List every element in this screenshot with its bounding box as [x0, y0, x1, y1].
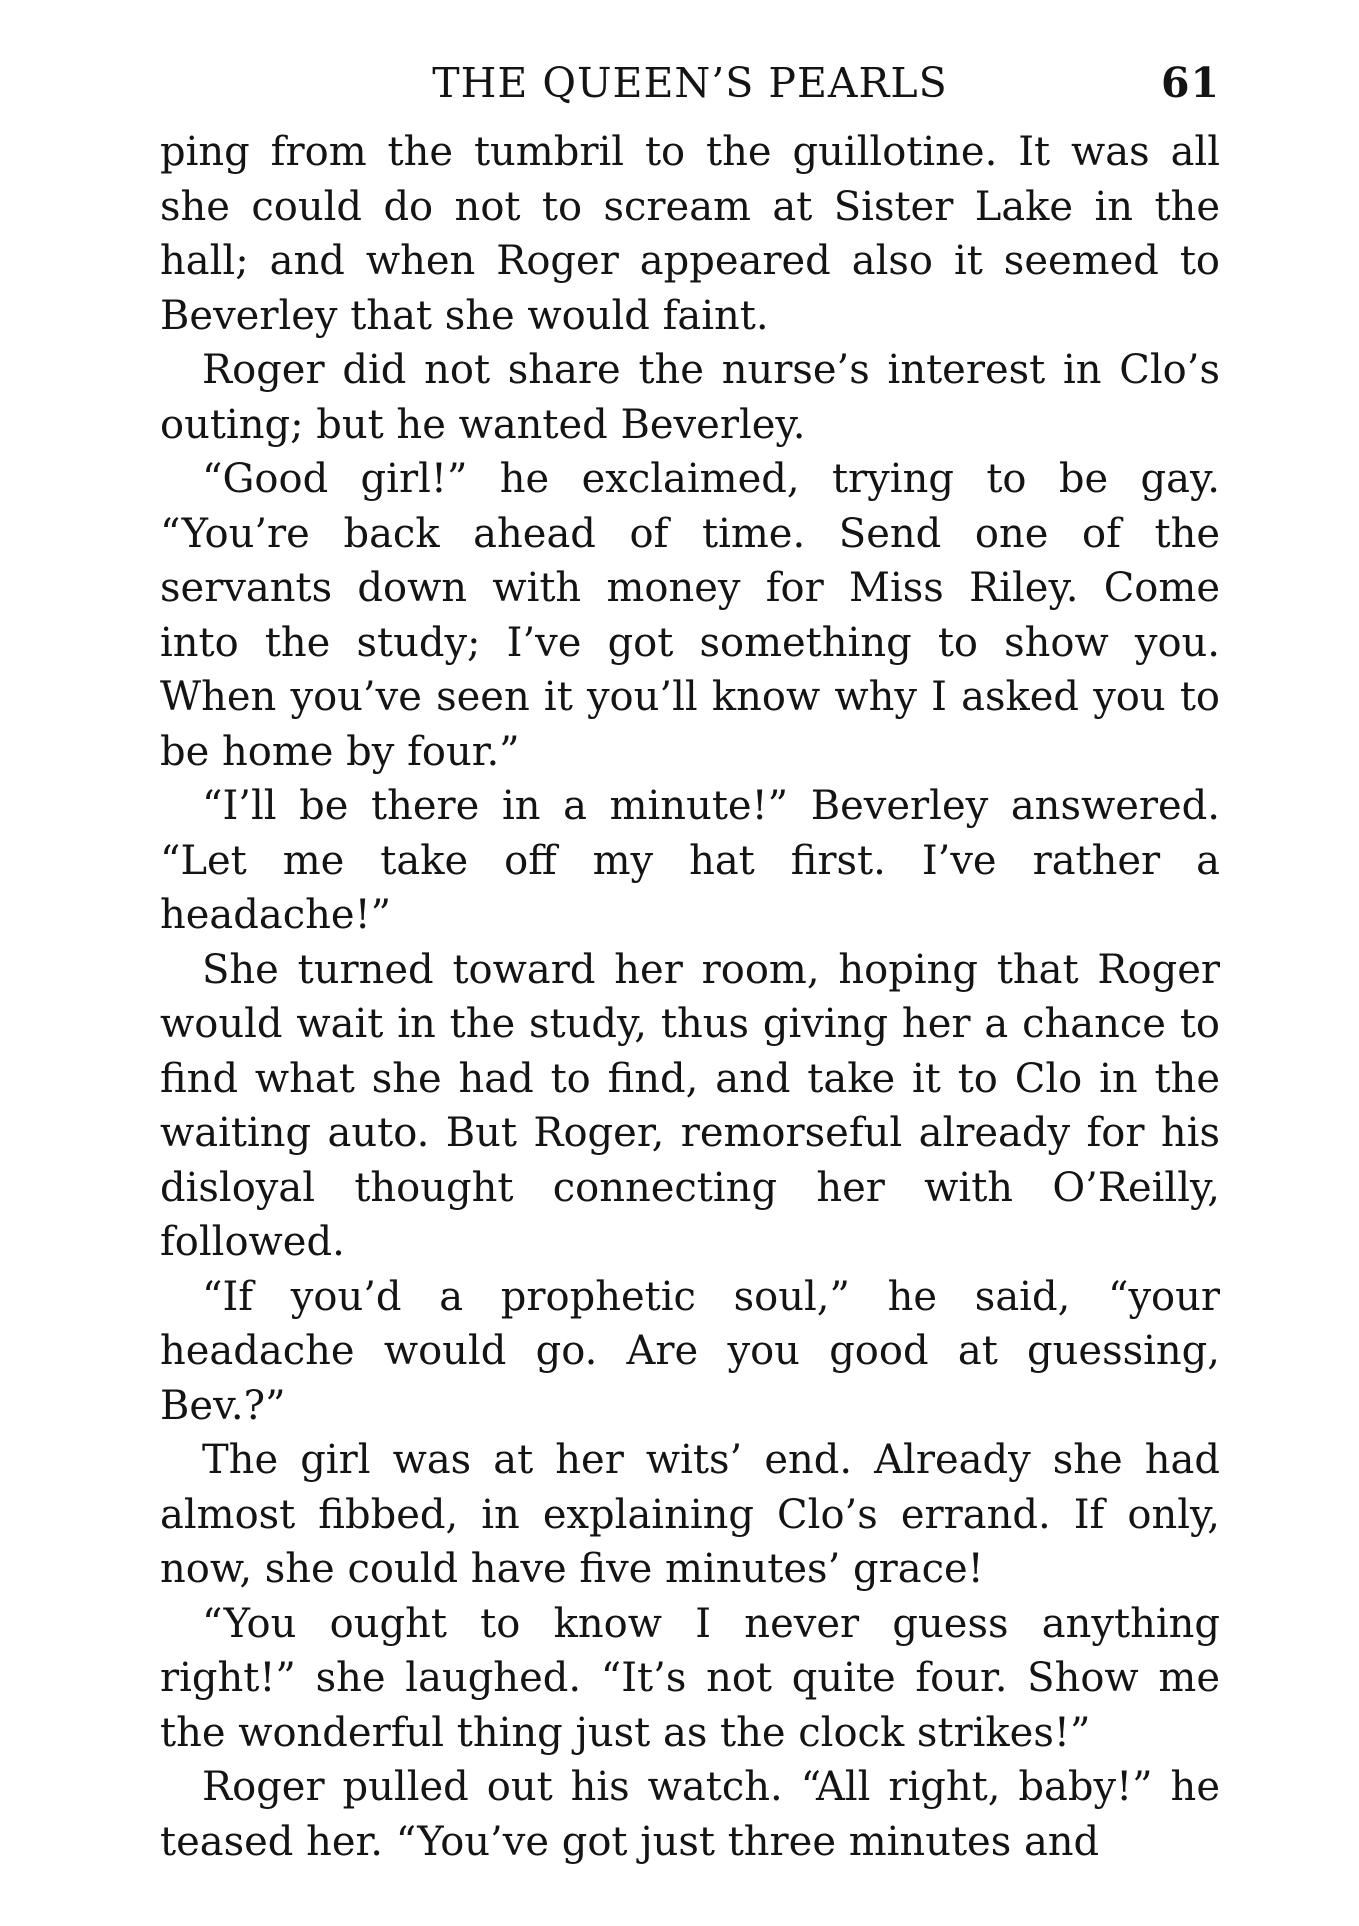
- paragraph-continued: ping from the tumbril to the guillotine. It was all she could do not to scream at Sister Lake in the hall; and when Roger appeared also it seemed to Beverley that she would faint.: [160, 129, 1220, 339]
- paragraph: “I’ll be there in a minute!” Beverley answered. “Let me take off my hat first. I’ve rather a headache!”: [160, 783, 1220, 938]
- body-text: [160, 125, 1220, 1869]
- paragraph: “If you’d a prophetic soul,” he said, “your headache would go. Are you good at guessing, Bev.?”: [160, 1273, 1220, 1429]
- paragraph: She turned toward her room, hoping that Roger would wait in the study, thus giving her a chance to find what she had to find, and take it to Clo in the waiting auto. But Roger, remorseful already for his disloyal thought connecting her with O’Reilly, followed.: [160, 946, 1220, 1265]
- book-page: [160, 55, 1220, 1869]
- paragraph: The girl was at her wits’ end. Already she had almost fibbed, in explaining Clo’s errand. If only, now, she could have five minutes’ grace!: [160, 1437, 1220, 1592]
- running-title: THE QUEEN’S PEARLS: [432, 59, 948, 107]
- paragraph: “You ought to know I never guess anything right!” she laughed. “It’s not quite four. Show me the wonderful thing just as the clock strikes!”: [160, 1600, 1220, 1756]
- paragraph: “Good girl!” he exclaimed, trying to be gay. “You’re back ahead of time. Send one of the servants down with money for Miss Riley. Come into the study; I’ve got something to show you. When you’ve seen it you’ll know why I asked you to be home by four.”: [160, 456, 1220, 775]
- running-head: [160, 55, 1220, 125]
- paragraph: Roger did not share the nurse’s interest in Clo’s outing; but he wanted Beverley.: [160, 347, 1220, 448]
- paragraph: Roger pulled out his watch. “All right, baby!” he teased her. “You’ve got just three minutes and: [160, 1764, 1220, 1865]
- page-number: 61: [1160, 59, 1220, 107]
